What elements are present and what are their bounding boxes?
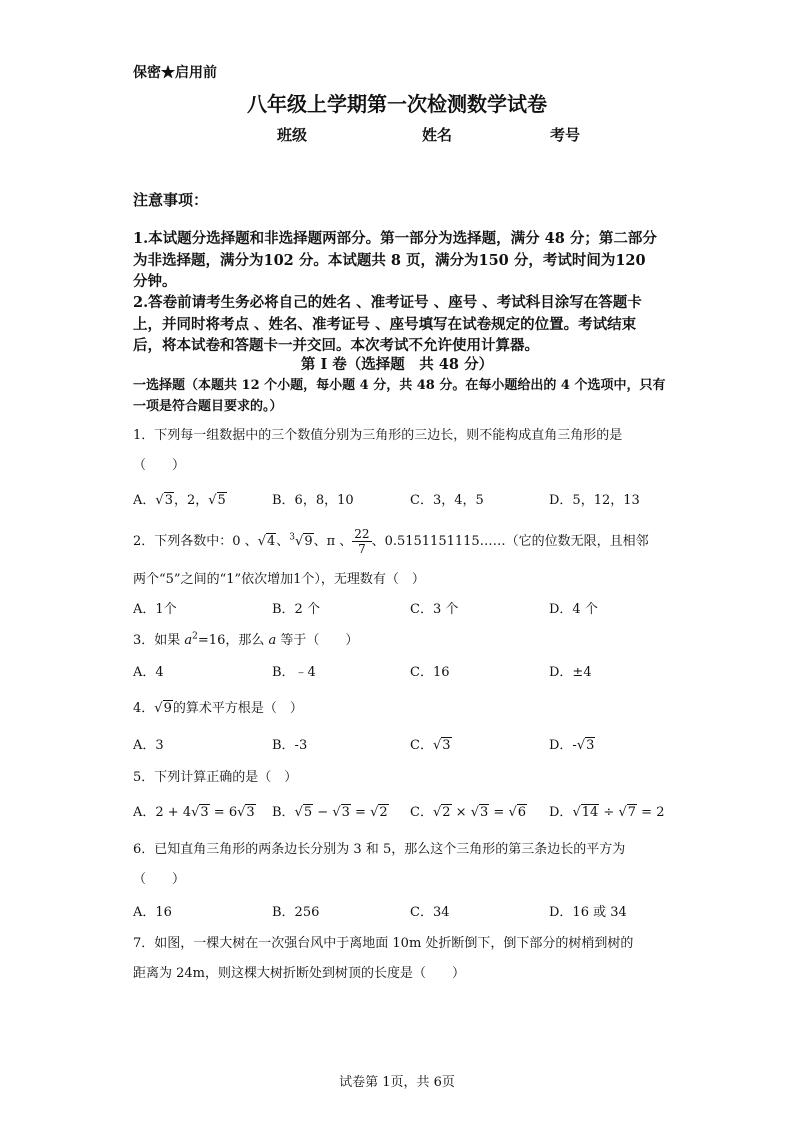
radicand: 3 (442, 738, 451, 753)
q5-stem: 5．下列计算正确的是（ ） (133, 770, 298, 785)
radicand: 3 (164, 493, 173, 508)
q2-option-d: D．4 个 (549, 602, 598, 617)
expr-part: = (489, 805, 509, 820)
sqrt-sign: √ (155, 493, 164, 508)
q3-option-d: D．±4 (549, 665, 592, 680)
q5-option-d (549, 801, 664, 820)
option-text: ，2， (173, 493, 209, 508)
part1-heading: 第 I 卷（选择题 共 48 分） (300, 356, 494, 373)
section-intro: 一选择题（本题共 12 个小题，每小题 4 分，共 48 分。在每小题给出的 4 个选项中，只有一项是符合题目要求的。） (133, 378, 666, 414)
expr-part: = 2 (637, 805, 665, 820)
sqrt-sign: √ (470, 805, 479, 820)
option-label: C． (410, 805, 433, 820)
q3-option-c: C．16 (410, 665, 450, 680)
q1-option-d: D．5，12，13 (549, 493, 640, 508)
q4-option-d (549, 734, 595, 753)
q6-stem: 6．已知直角三角形的两条边长分别为 3 和 5，那么这个三角形的第三条边长的平方为 (133, 842, 626, 857)
q1-bracket: （ ） (133, 458, 186, 473)
q2-prefix: 2．下列各数中：0 、 (133, 534, 258, 549)
q1-option-c: C．3，4，5 (410, 493, 484, 508)
separator: 、π 、 (313, 534, 353, 549)
class-field-label: 班级 (277, 126, 308, 144)
radicand: 3 (586, 738, 595, 753)
sqrt-sign: √ (618, 805, 627, 820)
q3-mid: =16，那么 (197, 633, 269, 648)
radicand: 3 (341, 805, 350, 820)
q6-option-b: B．256 (272, 905, 320, 920)
sqrt-sign: √ (576, 738, 586, 753)
sqrt-sign: √ (191, 805, 200, 820)
sqrt-sign: √ (295, 534, 304, 549)
q6-bracket: （ ） (133, 872, 186, 887)
q1-option-a (133, 489, 227, 508)
q1-stem: 1．下列每一组数据中的三个数值分别为三角形的三边长，则不能构成直角三角形的是 (133, 428, 623, 443)
expr-part: × (451, 805, 471, 820)
expr-part: = 6 (209, 805, 238, 820)
q2-option-b: B．2 个 (272, 602, 320, 617)
radicand: 5 (217, 493, 226, 508)
expr-part: 2 + 4 (155, 805, 192, 820)
radicand: 9 (163, 701, 172, 716)
variable-a: a (268, 633, 277, 648)
expr-part: − (313, 805, 333, 820)
q3-prefix: 3．如果 (133, 633, 185, 648)
q6-option-c: C．34 (410, 905, 450, 920)
notice-item-1: 1.本试题分选择题和非选择题两部分。第一部分为选择题，满分 48 分；第二部分为非选择题，满分为102 分。本试题共 8 页，满分为150 分，考试时间为120 分钟。 (133, 230, 657, 290)
exponent: 2 (192, 631, 198, 642)
q3-option-a: A．4 (133, 665, 164, 680)
q4-suffix: 的算术平方根是（ ） (172, 701, 303, 716)
sqrt-sign: √ (332, 805, 341, 820)
sqrt-sign: √ (572, 805, 581, 820)
sqrt-sign: √ (432, 738, 442, 753)
q5-option-c (410, 801, 527, 820)
page-footer: 试卷第 1页，共 6页 (339, 1075, 455, 1090)
q2-option-c: C．3 个 (410, 602, 459, 617)
expr-part: = (350, 805, 371, 820)
fraction (352, 527, 371, 556)
sqrt-sign: √ (257, 534, 266, 549)
cube-root-index: 3 (289, 532, 296, 543)
expr-part: ÷ (599, 805, 619, 820)
separator: 、 (276, 534, 290, 549)
sqrt-sign: √ (370, 805, 379, 820)
q2-suffix: 、0.5151151115……（它的位数无限，且相邻 (371, 534, 649, 549)
option-label: D．- (549, 738, 577, 753)
sqrt-sign: √ (237, 805, 246, 820)
option-label: A． (133, 805, 156, 820)
q4-option-b: B．-3 (272, 738, 308, 753)
q7-stem: 7．如图，一棵大树在一次强台风中于离地面 10m 处折断倒下，倒下部分的树梢到树的 (133, 936, 634, 951)
exam-number-field-label: 考号 (550, 126, 581, 144)
confidential-label: 保密★启用前 (133, 65, 217, 81)
option-label: D． (549, 805, 573, 820)
radicand: 3 (200, 805, 209, 820)
radicand: 6 (517, 805, 527, 820)
fraction-denominator: 7 (358, 542, 366, 556)
radicand: 7 (627, 805, 637, 820)
radicand: 2 (379, 805, 388, 820)
sqrt-sign: √ (432, 805, 442, 820)
option-label: A． (133, 493, 156, 508)
fraction-numerator: 22 (354, 527, 370, 541)
q4-option-a: A．3 (133, 738, 164, 753)
q2-option-a: A．1个 (133, 602, 177, 617)
radicand: 2 (442, 805, 451, 820)
radicand: 4 (266, 534, 276, 549)
radicand: 3 (246, 805, 255, 820)
q5-option-b (272, 801, 389, 820)
sqrt-sign: √ (208, 493, 217, 508)
option-label: B． (272, 805, 295, 820)
q2-stem-line2: 两个“5”之间的“1”依次增加1个），无理数有（ ） (133, 572, 425, 587)
exam-title: 八年级上学期第一次检测数学试卷 (247, 92, 547, 116)
radicand: 3 (480, 805, 489, 820)
radicand: 14 (581, 805, 599, 820)
q4-stem (133, 697, 303, 716)
variable-a: a (184, 633, 193, 648)
q5-option-a (133, 801, 256, 820)
option-label: C． (410, 738, 433, 753)
sqrt-sign: √ (294, 805, 303, 820)
q3-suffix: 等于（ ） (276, 633, 359, 648)
name-field-label: 姓名 (422, 126, 453, 144)
sqrt-sign: √ (508, 805, 517, 820)
notice-heading: 注意事项： (133, 191, 209, 209)
q6-option-d: D．16 或 34 (549, 905, 627, 920)
q7-stem-line2: 距离为 24m，则这棵大树折断处到树顶的长度是（ ） (133, 966, 466, 981)
radicand: 5 (303, 805, 313, 820)
q4-prefix: 4． (133, 701, 155, 716)
q3-option-b: B．﹣4 (272, 665, 316, 680)
q6-option-a: A．16 (133, 905, 172, 920)
q4-option-c (410, 734, 452, 753)
sqrt-sign: √ (154, 701, 163, 716)
q3-stem (133, 629, 358, 648)
radicand: 9 (304, 534, 313, 549)
q2-stem (133, 527, 649, 556)
q1-option-b: B．6，8，10 (272, 493, 354, 508)
notice-item-2: 2.答卷前请考生务必将自己的姓名 、准考证号 、座号 、考试科目涂写在答题卡上，并同时将考点 、姓名、准考证号 、座号填写在试卷规定的位置。考试结束后，将本试卷和答题卡一并交回。本次考试不允许使用计算器。 (133, 294, 642, 354)
